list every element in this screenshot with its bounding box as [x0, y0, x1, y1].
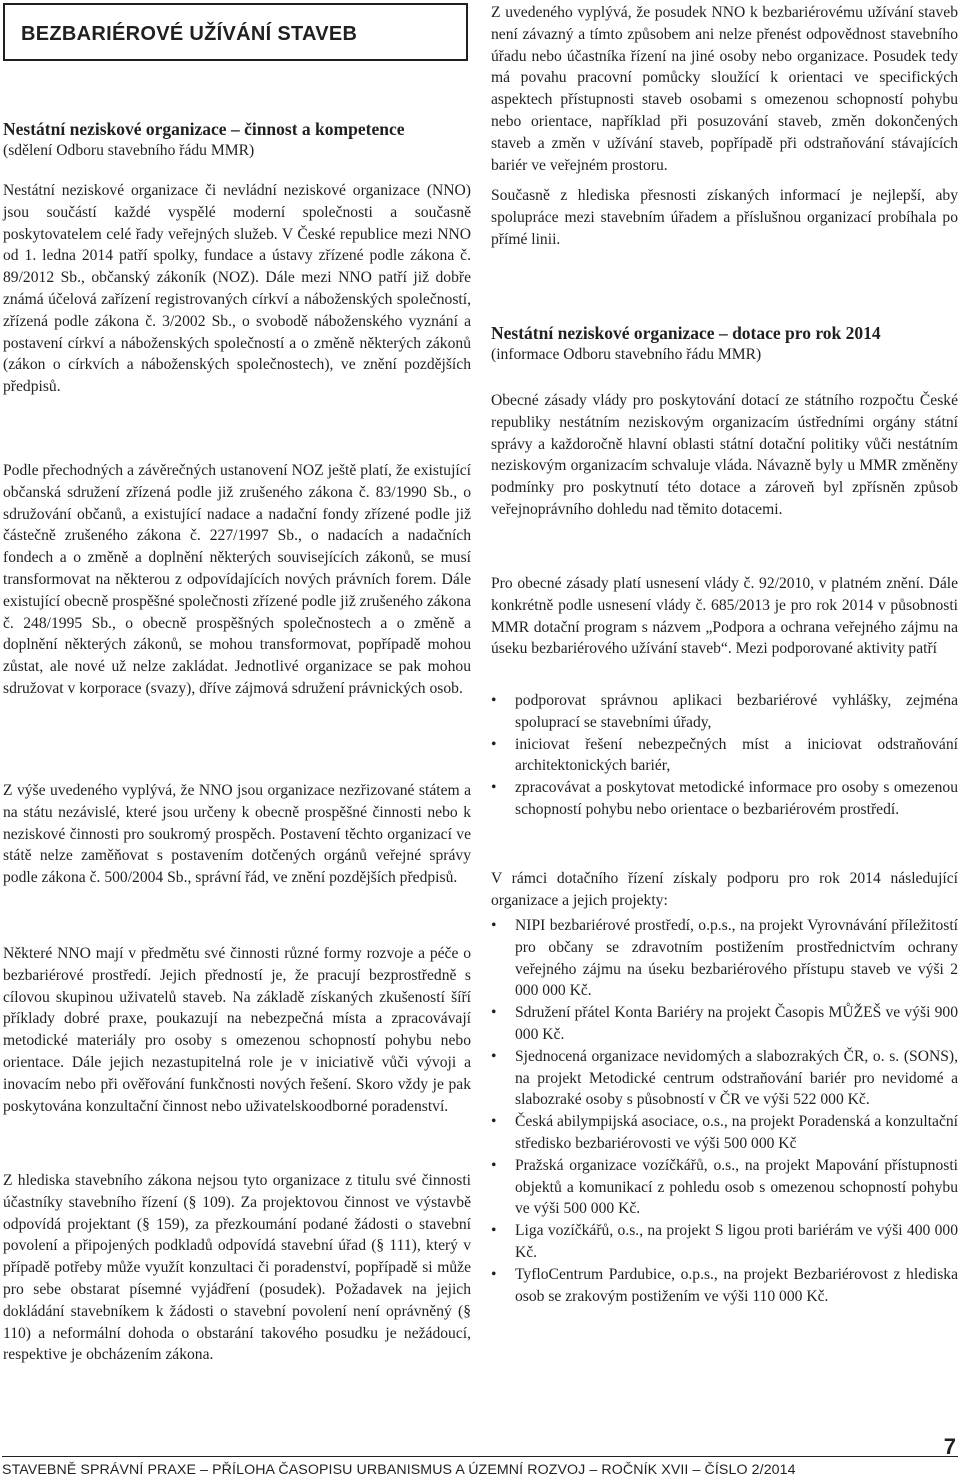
bullet-icon: •: [491, 1265, 497, 1283]
bullet-icon: •: [491, 1156, 497, 1174]
bullet-icon: •: [491, 1047, 497, 1065]
projects-list: [491, 915, 958, 1307]
list-item: • zpracovávat a poskytovat metodické informace pro osoby s omezenou schopností pohybu nebo orientace o bezbariérovém prostředí.: [491, 779, 958, 818]
right-section-subtitle: (informace Odboru stavebního řádu MMR): [491, 346, 762, 363]
list-item: • podporovat správnou aplikaci bezbariérové vyhlášky, zejména spoluprací se stavebními úřady,: [491, 692, 958, 731]
bullet-icon: •: [491, 917, 497, 934]
bullet-icon: •: [491, 1222, 497, 1240]
bullet-icon: •: [491, 1004, 497, 1022]
right-paragraph-2: Současně z hlediska přesnosti získaných informací je nejlepší, aby spolupráce mezi stavebním úřadem a příslušnou organizací probíhala po přímé linii.: [491, 187, 958, 248]
right-paragraph-4: Pro obecné zásady platí usnesení vlády č. 92/2010, v platném znění. Dále konkrétně podle usnesení vlády č. 685/2013 je pro rok 2014 v působnosti MMR dotační program s názvem „Podpora a ochrana veřejného zájmu na úseku bezbariérového užívání staveb“. Mezi podporované aktivity patří: [491, 575, 958, 658]
page-footer: [0, 1434, 960, 1481]
left-section-heading: [3, 118, 471, 161]
page-header-title: BEZBARIÉROVÉ UŽÍVÁNÍ STAVEB: [21, 23, 358, 45]
bullet-icon: •: [491, 692, 497, 709]
list-item: • Pražská organizace vozíčkářů, o.s., na projekt Mapování přístupnosti objektů a komunikací z pohledu osob s omezenou schopností pohybu ve výši 500 000 Kč.: [491, 1156, 958, 1218]
left-paragraph-5: Z hlediska stavebního zákona nejsou tyto organizace z titulu své činnosti účastníky stavebního řízení (§ 109). Za projektovou činnost ve výstavbě odpovídá projektant (§ 159), za přezkoumání podané žádosti o stavební povolení a připojených podkladů odpovídá stavební úřad (§ 111), který v případě potřeby může využít konzultaci či poradenství, popřípadě si může pro sebe obstarat písemné vyjádření (posudek). Požadavek na jejich dokládání stavebníkem k žádosti o stavební povolení není oprávněný (§ 110) a neformální dohoda o obstarání takového posudku je nežádoucí, respektive je obcházením zákona.: [3, 1172, 471, 1364]
left-section-title: Nestátní neziskové organizace – činnost a kompetence: [3, 119, 405, 139]
page-number: 7: [943, 1434, 956, 1459]
header-box: [3, 3, 468, 61]
footer-divider: [2, 1456, 958, 1457]
right-paragraph-3: Obecné zásady vlády pro poskytování dotací ze státního rozpočtu České republiky nestátním neziskovým organizacím ústředními orgány státní správy a každoročně hlavní oblasti státní dotační politiky vůči nestátním neziskovým organizacím schvaluje vláda. Návazně byly u MMR změněny podmínky pro poskytnutí této dotace a zároveň byl zpřísněn způsob veřejnoprávního dohledu nad těmito dotacemi.: [491, 392, 958, 518]
list-item: • TyfloCentrum Pardubice, o.p.s., na projekt Bezbariérovost z hlediska osob se zrakovým postižením ve výši 110 000 Kč.: [491, 1265, 958, 1305]
footer-text: STAVEBNĚ SPRÁVNÍ PRAXE – PŘÍLOHA ČASOPISU URBANISMUS A ÚZEMNÍ ROZVOJ – ROČNÍK XVII – ČÍSLO 2/2014: [2, 1462, 796, 1478]
list-item: • Liga vozíčkářů, o.s., na projekt S ligou proti bariérám ve výši 400 000 Kč.: [491, 1222, 958, 1261]
bullet-icon: •: [491, 1113, 497, 1131]
left-paragraph-1: Nestátní neziskové organizace či nevládní neziskové organizace (NNO) jsou součástí každé vyspělé moderní společnosti a současně poskytovatelem celé řady veřejných služeb. V České republice mezi NNO od 1. ledna 2014 patří spolky, fundace a ústavy zřízené podle zákona č. 89/2012 Sb., občanský zákoník (NOZ). Dále mezi NNO patří již dobře známá účelová zařízení registrovaných církví a náboženských společností, zřízená podle zákona č. 3/2002 Sb., o svobodě náboženského vyznání a postavení církví a náboženských společností a o změně některých zákonů (zákon o církvích a náboženských společnostech), ve znění pozdějších předpisů.: [3, 182, 471, 396]
list-item: • Česká abilympijská asociace, o.s., na projekt Poradenská a konzultační středisko bezbariérovosti ve výši 500 000 Kč: [491, 1113, 958, 1152]
bullet-icon: •: [491, 779, 497, 797]
right-paragraph-5: V rámci dotačního řízení získaly podporu pro rok 2014 následující organizace a jejich projekty:: [491, 870, 958, 909]
bullet-icon: •: [491, 735, 497, 753]
list-item: • Sdružení přátel Konta Bariéry na projekt Časopis MŮŽEŠ ve výši 900 000 Kč.: [491, 1004, 958, 1043]
activities-list: [491, 690, 958, 821]
left-paragraph-4: Některé NNO mají v předmětu své činnosti různé formy rozvoje a péče o bezbariérové prostředí. Jejich předností je, že pracují bezprostředně s cílovou skupinou uživatelů staveb. Na základě získaných zkušeností šíří příklady dobré praxe, poukazují na nebezpečná místa a zpracovávají metodické materiály pro osoby s omezenou schopností pohybu nebo orientace. Dále jejich nezastupitelná role je v iniciativě vůči vývoji a inovacím nebo při ověřování funkčnosti nových řešení. Skoro vždy je pak poskytována konzultační činnost nebo uživatelskoodborné poradenství.: [3, 945, 471, 1115]
left-paragraph-2: Podle přechodných a závěrečných ustanovení NOZ ještě platí, že existující občanská sdružení zřízená podle již zrušeného zákona č. 83/1990 Sb., o sdružování občanů, a existující nadace a nadační fondy zřízené podle již částečně zrušeného zákona č. 227/1997 Sb., o nadacích a nadačních fondech a o změně a doplnění některých souvisejících zákonů, se musí transformovat na některou z odpovídajících nových právních forem. Dále existující obecně prospěšné společnosti zřízené podle již zrušeného zákona č. 248/1995 Sb., o obecně prospěšných společnostech a o změně a doplnění některých zákonů, se mohou transformovat, popřípadě mohou zůstat, ale nové už nelze zakládat. Jednotlivé organizace se pak mohou sdružovat v korporace (svazy), dříve zájmová sdružení právnických osob.: [3, 462, 471, 697]
list-item: • NIPI bezbariérové prostředí, o.p.s., na projekt Vyrovnávání příležitostí pro občany se zdravotním postižením prostřednictvím ochrany veřejného zájmu na úseku bezbariérového přístupu staveb ve výši 2 000 000 Kč.: [491, 917, 958, 1000]
left-section-subtitle: (sdělení Odboru stavebního řádu MMR): [3, 142, 255, 159]
list-item: • Sjednocená organizace nevidomých a slabozrakých ČR, o. s. (SONS), na projekt Metodické centrum odstraňování bariér pro nevidomé a slabozraké osoby s působností v ČR ve výši 522 000 Kč.: [491, 1047, 958, 1109]
right-paragraph-1: Z uvedeného vyplývá, že posudek NNO k bezbariérovému užívání staveb není závazný a tímto způsobem ani nelze přenést odpovědnost stavebního úřadu nebo účastníka řízení na jiné osoby nebo organizace. Posudek tedy má povahu pracovní pomůcky sloužící k orientaci ve specifických aspektech přístupnosti staveb osobami s omezenou schopností pohybu nebo orientace, například při posuzování staveb, změn dokončených staveb a změn v užívání staveb, popřípadě při odstraňování stávajících bariér ve veřejném prostoru.: [491, 4, 958, 174]
left-paragraph-3: Z výše uvedeného vyplývá, že NNO jsou organizace nezřizované státem a na státu nezávislé, které jsou určeny k obecně prospěšné činnosti nebo k neziskové činnosti pro soukromý prospěch. Postavení těchto organizací ve státě nelze zaměňovat s postavením dotčených orgánů veřejné správy podle zákona č. 500/2004 Sb., správní řád, ve znění pozdějších předpisů.: [3, 782, 471, 887]
right-section-title: Nestátní neziskové organizace – dotace pro rok 2014: [491, 323, 881, 343]
list-item: • iniciovat řešení nebezpečných míst a iniciovat odstraňování architektonických bariér,: [491, 735, 958, 775]
right-section-heading: [491, 322, 958, 365]
